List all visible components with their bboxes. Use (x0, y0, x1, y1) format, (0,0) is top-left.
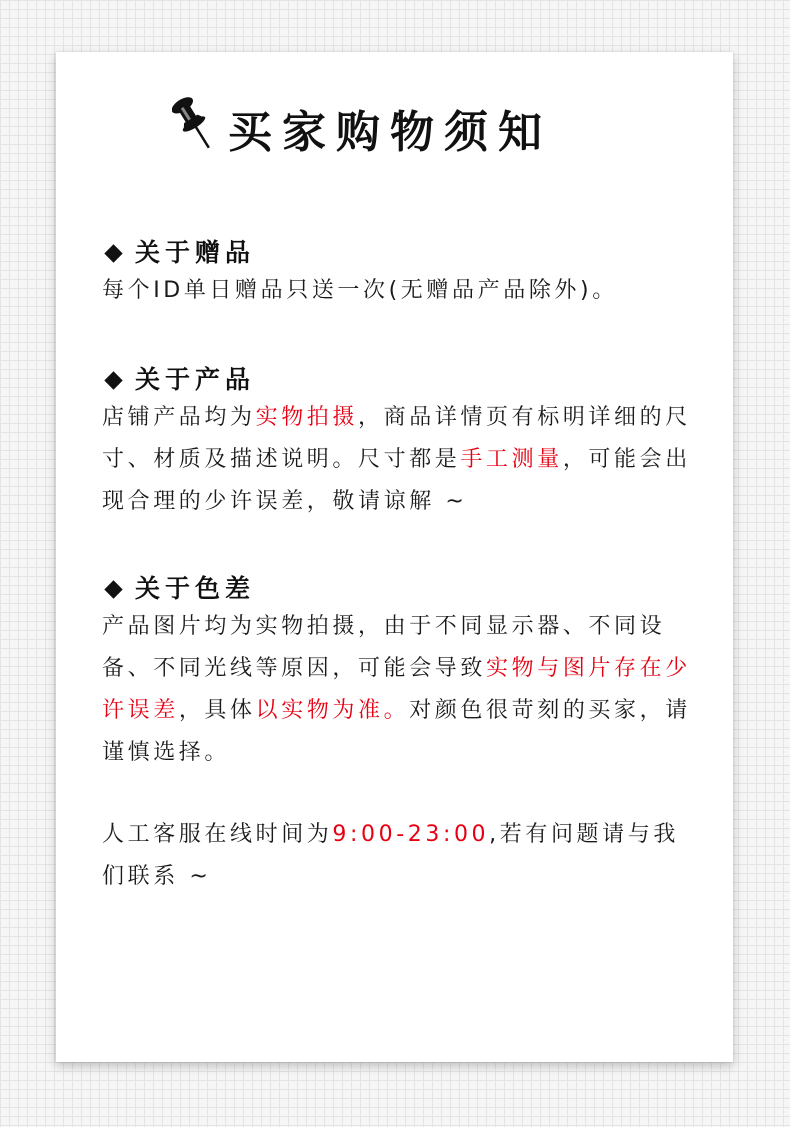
section-heading (102, 363, 702, 397)
page-title: 买家购物须知 (228, 107, 552, 158)
highlight-segment: 以实物为准。 (255, 698, 410, 723)
service-hours: 9:00-23:00 (332, 822, 490, 847)
highlight-segment: 实物拍摄 (255, 405, 359, 430)
diamond-icon (104, 371, 122, 389)
notice-card (56, 52, 733, 1062)
section-products (102, 363, 702, 523)
body-segment: 人工客服在线时间为 (102, 822, 333, 847)
section-body (102, 397, 702, 523)
diamond-icon (104, 244, 122, 262)
section-heading-text: 关于色差 (135, 574, 256, 603)
body-segment: 每个ID单日赠品只送一次(无赠品产品除外)。 (102, 278, 618, 303)
section-heading-text: 关于赠品 (135, 238, 256, 267)
body-segment: ，具体 (178, 698, 256, 723)
section-gifts (102, 236, 702, 312)
body-segment: ，商品详情页有标明详细的尺寸、材质及描述说明。尺寸都是 (102, 405, 691, 472)
section-body (102, 270, 702, 312)
pushpin-icon (172, 94, 216, 158)
contact-note (102, 814, 702, 898)
highlight-segment: 手工测量 (460, 447, 563, 472)
section-heading (102, 236, 702, 270)
body-segment: ，可能会出现合理的少许误差，敬请谅解 ~ (102, 447, 691, 514)
section-heading-text: 关于产品 (135, 365, 256, 394)
section-color-difference (102, 572, 702, 774)
body-segment: 店铺产品均为 (102, 405, 256, 430)
body-segment: 对颜色很苛刻的买家，请谨慎选择。 (102, 698, 691, 765)
diamond-icon (104, 580, 122, 598)
section-body (102, 606, 702, 774)
body-segment: ,若有问题请与我们联系 ~ (102, 822, 679, 889)
highlight-segment: 实物与图片存在少许误差 (102, 656, 691, 723)
title-row (172, 88, 552, 168)
section-heading (102, 572, 702, 606)
body-segment: 产品图片均为实物拍摄，由于不同显示器、不同设备、不同光线等原因，可能会导致 (102, 614, 666, 681)
